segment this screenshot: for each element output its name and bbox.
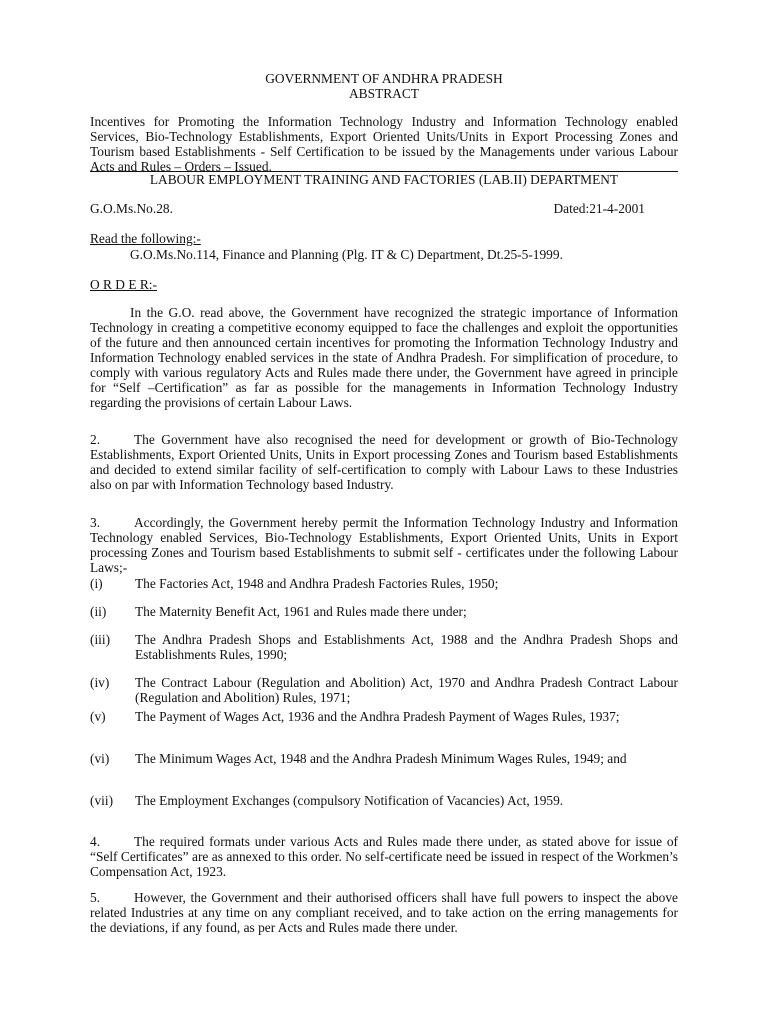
law-label: (i) <box>90 576 103 591</box>
order-paragraph-2 <box>90 432 678 492</box>
read-reference: G.O.Ms.No.114, Finance and Planning (Plg. IT & C) Department, Dt.25-5-1999. <box>130 247 563 262</box>
department-heading: LABOUR EMPLOYMENT TRAINING AND FACTORIES (LAB.II) DEPARTMENT <box>149 172 619 187</box>
law-label: (v) <box>90 709 106 724</box>
law-item <box>90 793 678 808</box>
go-number: G.O.Ms.No.28. <box>90 201 173 216</box>
order-paragraph-1: In the G.O. read above, the Government have recognized the strategic importance of Information Technology in creating a competitive economy equipped to face the challenges and exploit the opportunities of the future and then announced certain incentives for promoting the Information Technology Industry and Information Technology enabled services in the state of Andhra Pradesh. For simplification of procedure, to comply with various regulatory Acts and Rules made there under, the Government have agreed in principle for “Self –Certification” as far as possible for the managements in Information Technology Industry regarding the provisions of certain Labour Laws. <box>90 305 678 410</box>
abstract-heading: ABSTRACT <box>349 86 419 101</box>
subject-paragraph: Incentives for Promoting the Information Technology Industry and Information Technology enabled Services, Bio-Technology Establishments, Export Oriented Units/Units in Export Processing Zones and Tourism based Establishments - Self Certification to be issued by the Managements under various Labour Acts and Rules – Orders – Issued. <box>90 114 678 174</box>
paragraph-text: The Government have also recognised the need for development or growth of Bio-Technology Establishments, Export Oriented Units, Units in Export processing Zones and Tourism based Establishments and decided to extend similar facility of self-certification to comply with Labour Laws to these Industries also on par with Information Technology based Industry. <box>90 432 678 492</box>
law-text: The Andhra Pradesh Shops and Establishments Act, 1988 and the Andhra Pradesh Shops and Establishments Rules, 1990; <box>135 632 678 662</box>
law-text: The Minimum Wages Act, 1948 and the Andhra Pradesh Minimum Wages Rules, 1949; and <box>135 751 627 766</box>
go-date: Dated:21-4-2001 <box>553 201 645 216</box>
law-item <box>90 632 678 662</box>
paragraph-text: Accordingly, the Government hereby permit the Information Technology Industry and Information Technology enabled Services, Bio-Technology Establishments, Export Oriented Units, Units in Export processing Zones and Tourism based Establishments to submit self - certificates under the following Labour Laws;- <box>90 515 678 575</box>
paragraph-number: 4. <box>90 834 101 849</box>
order-paragraph-5 <box>90 890 678 935</box>
law-label: (ii) <box>90 604 107 619</box>
paragraph-number: 2. <box>90 432 101 447</box>
go-number-row <box>90 201 645 216</box>
law-item <box>90 751 678 766</box>
law-label: (vii) <box>90 793 114 808</box>
paragraph-number: 3. <box>90 515 101 530</box>
law-item <box>90 576 678 591</box>
paragraph-text: However, the Government and their authorised officers shall have full powers to inspect the above related Industries at any time on any compliant received, and to take action on the erring managements for the deviations, if any found, as per Acts and Rules made there under. <box>90 890 678 935</box>
law-text: The Factories Act, 1948 and Andhra Pradesh Factories Rules, 1950; <box>135 576 499 591</box>
law-item <box>90 604 678 619</box>
order-paragraph-4 <box>90 834 678 879</box>
law-text: The Employment Exchanges (compulsory Notification of Vacancies) Act, 1959. <box>135 793 564 808</box>
law-text: The Contract Labour (Regulation and Abolition) Act, 1970 and Andhra Pradesh Contract Labour (Regulation and Abolition) Rules, 1971; <box>135 675 678 705</box>
paragraph-text: The required formats under various Acts and Rules made there under, as stated above for issue of “Self Certificates” are as annexed to this order. No self-certificate need be issued in respect of the Workmen’s Compensation Act, 1923. <box>90 834 678 879</box>
law-item <box>90 709 678 724</box>
law-label: (vi) <box>90 751 110 766</box>
read-heading: Read the following:- <box>90 231 201 246</box>
order-paragraph-3 <box>90 515 678 575</box>
law-label: (iii) <box>90 632 111 647</box>
law-item <box>90 675 678 705</box>
law-label: (iv) <box>90 675 110 690</box>
law-text: The Maternity Benefit Act, 1961 and Rules made there under; <box>135 604 467 619</box>
government-heading: GOVERNMENT OF ANDHRA PRADESH <box>265 71 503 86</box>
order-heading: O R D E R:- <box>90 277 157 292</box>
law-text: The Payment of Wages Act, 1936 and the Andhra Pradesh Payment of Wages Rules, 1937; <box>135 709 620 724</box>
paragraph-number: 5. <box>90 890 101 905</box>
